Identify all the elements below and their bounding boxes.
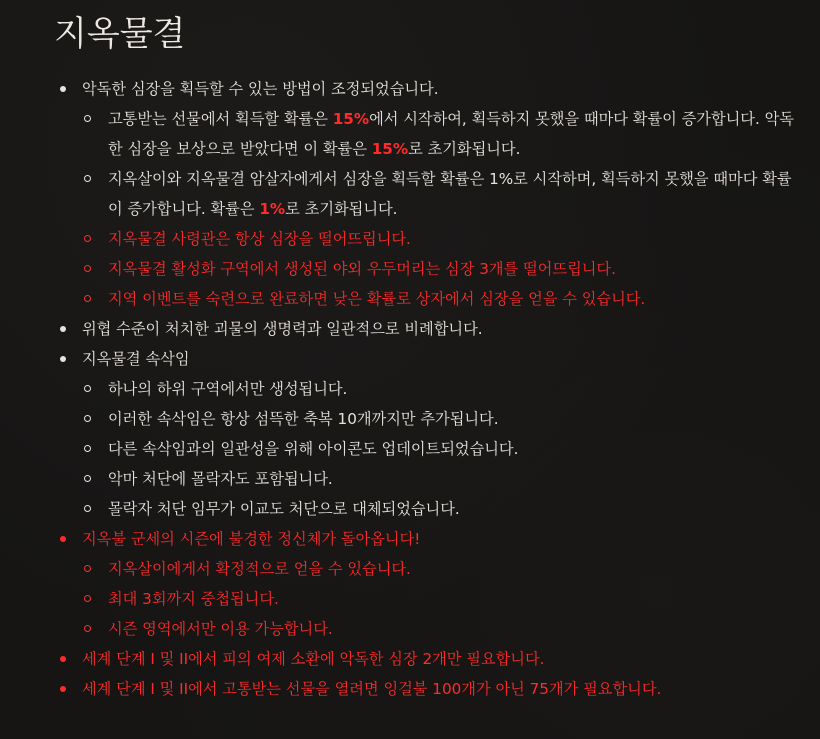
sub-item-event-chest: 지역 이벤트를 숙련으로 완료하면 낮은 확률로 상자에서 심장을 얻을 수 있습니다. — [82, 284, 798, 314]
page-title: 지옥물결 — [54, 14, 186, 54]
sub-list-heart — [82, 104, 798, 314]
sub-item-commander-drop: 지옥물결 사령관은 항상 심장을 떨어뜨립니다. — [82, 224, 798, 254]
sub-item: 이러한 속삭임은 항상 섬뜩한 축복 10개까지만 추가됩니다. — [82, 404, 798, 434]
list-item-text: 지옥불 군세의 시즌에 불경한 정신체가 돌아옵니다! — [82, 530, 421, 548]
sub-item: 몰락자 처단 임무가 이교도 처단으로 대체되었습니다. — [82, 494, 798, 524]
sub-list-spirit — [82, 554, 798, 644]
sub-item: 지옥살이에게서 확정적으로 얻을 수 있습니다. — [82, 554, 798, 584]
list-item-threat-level: 위협 수준이 처치한 괴물의 생명력과 일관적으로 비례합니다. — [58, 314, 798, 344]
list-item-text: 지옥물결 속삭임 — [82, 350, 190, 368]
sub-item-world-boss-drop: 지옥물결 활성화 구역에서 생성된 야외 우두머리는 심장 3개를 떨어뜨립니다. — [82, 254, 798, 284]
percent-value: 15% — [332, 110, 370, 128]
list-item-tortured-gift-cost: 세계 단계 I 및 II에서 고통받는 선물을 열려면 잉걸불 100개가 아닌 75개가 필요합니다. — [58, 674, 798, 704]
sub-item: 악마 처단에 몰락자도 포함됩니다. — [82, 464, 798, 494]
sub-item-tortured-gift-chance: 고통받는 선물에서 획득할 확률은 15%에서 시작하여, 획득하지 못했을 때마다 확률이 증가합니다. 악독한 심장을 보상으로 받았다면 이 확률은 15%로 초기화됩니다. — [82, 104, 798, 164]
list-item-heart-acquisition — [58, 74, 798, 314]
percent-value: 1% — [259, 200, 286, 218]
sub-item: 하나의 하위 구역에서만 생성됩니다. — [82, 374, 798, 404]
list-item-unholy-spirit — [58, 524, 798, 644]
patch-notes-list — [58, 74, 798, 704]
sub-item-assassin-chance: 지옥살이와 지옥물결 암살자에게서 심장을 획득할 확률은 1%로 시작하며, 획득하지 못했을 때마다 확률이 증가합니다. 확률은 1%로 초기화됩니다. — [82, 164, 798, 224]
sub-list-whispers — [82, 374, 798, 524]
list-item-text: 악독한 심장을 획득할 수 있는 방법이 조정되었습니다. — [82, 80, 439, 98]
percent-value: 15% — [371, 140, 409, 158]
sub-item: 최대 3회까지 중첩됩니다. — [82, 584, 798, 614]
sub-item: 시즌 영역에서만 이용 가능합니다. — [82, 614, 798, 644]
list-item-blood-maiden: 세계 단계 I 및 II에서 피의 여제 소환에 악독한 심장 2개만 필요합니다. — [58, 644, 798, 674]
sub-item: 다른 속삭임과의 일관성을 위해 아이콘도 업데이트되었습니다. — [82, 434, 798, 464]
list-item-whispers — [58, 344, 798, 524]
